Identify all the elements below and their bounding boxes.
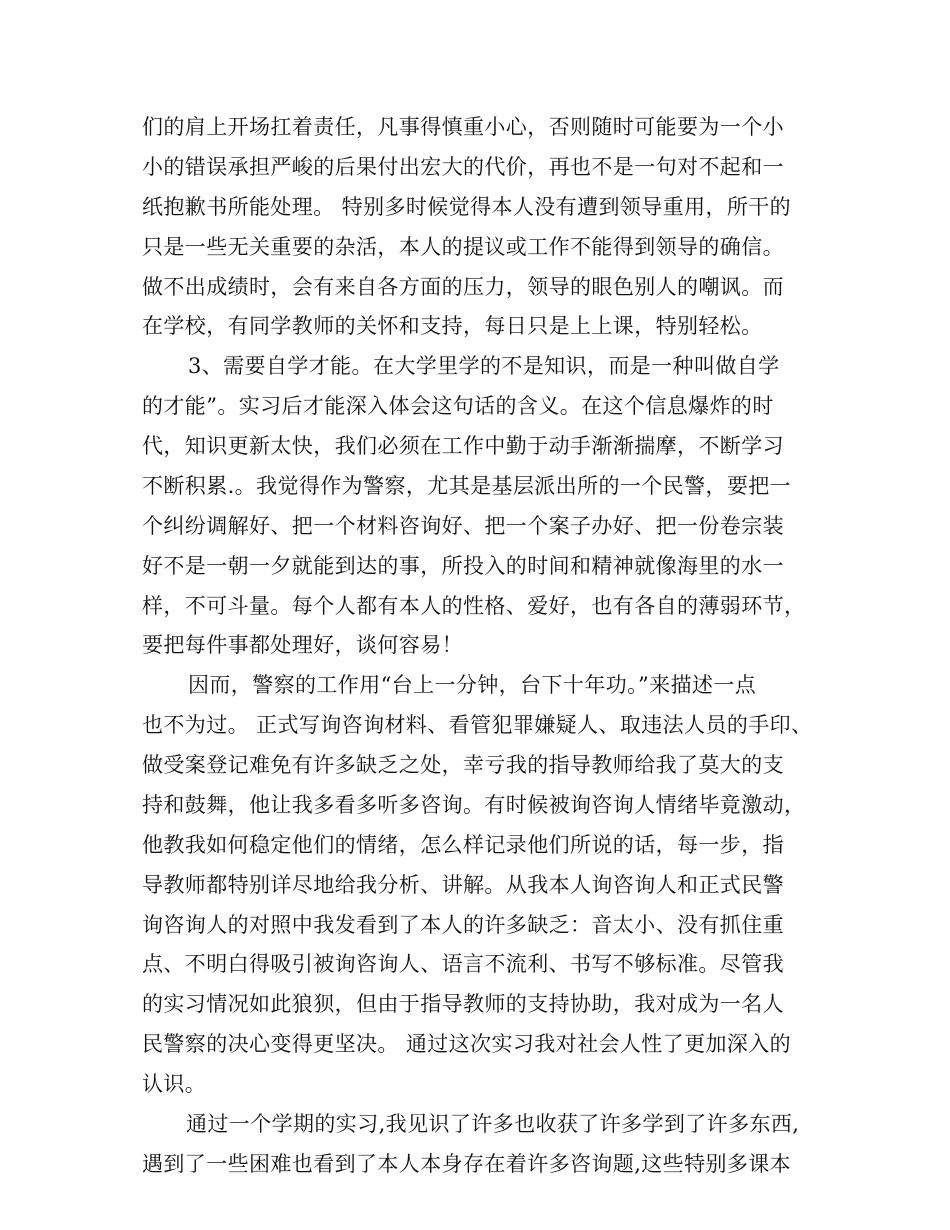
text-line: 们的肩上开场扛着责任，凡事得慎重小心，否则随时可能要为一个小 bbox=[142, 115, 784, 139]
text-line: 民警察的决心变得更坚决。 通过这次实习我对社会人性了更加深入的 bbox=[142, 1032, 792, 1056]
text-line: 遇到了一些困难也看到了本人本身存在着许多咨询题,这些特别多课本 bbox=[142, 1152, 792, 1176]
text-line: 代，知识更新太快，我们必须在工作中勤于动手渐渐揣摩，不断学习 bbox=[142, 434, 784, 458]
text-line: 纸抱歉书所能处理。 特别多时候觉得本人没有遭到领导重用，所干的 bbox=[142, 195, 792, 219]
text-line: 只是一些无关重要的杂活，本人的提议或工作不能得到领导的确信。 bbox=[142, 235, 784, 259]
text-line: 做受案登记难免有许多缺乏之处，幸亏我的指导教师给我了莫大的支 bbox=[142, 753, 784, 777]
text-line: 通过一个学期的实习,我见识了许多也收获了许多学到了许多东西, bbox=[186, 1112, 800, 1136]
text-line: 不断积累.。我觉得作为警察，尤其是基层派出所的一个民警，要把一 bbox=[142, 474, 792, 498]
text-line: 3、需要自学才能。在大学里学的不是知识，而是一种叫做自学 bbox=[188, 354, 780, 378]
text-line: 他教我如何稳定他们的情绪，怎么样记录他们所说的话，每一步，指 bbox=[142, 833, 784, 857]
text-line: 要把每件事都处理好，谈何容易！ bbox=[142, 633, 463, 657]
text-line: 持和鼓舞，他让我多看多听多咨询。有时候被询咨询人情绪毕竟激动， bbox=[142, 793, 806, 817]
text-line: 好不是一朝一夕就能到达的事，所投入的时间和精神就像海里的水一 bbox=[142, 554, 784, 578]
text-line: 询咨询人的对照中我发看到了本人的许多缺乏：音太小、没有抓住重 bbox=[142, 913, 784, 937]
text-line: 导教师都特别详尽地给我分析、讲解。从我本人询咨询人和正式民警 bbox=[142, 873, 784, 897]
text-line: 个纠纷调解好、把一个材料咨询好、把一个案子办好、把一份卷宗装 bbox=[142, 514, 784, 538]
text-line: 点、不明白得吸引被询咨询人、语言不流利、书写不够标准。尽管我 bbox=[142, 952, 784, 976]
text-line: 在学校，有同学教师的关怀和支持，每日只是上上课，特别轻松。 bbox=[142, 314, 763, 338]
text-line: 也不为过。 正式写询咨询材料、看管犯罪嫌疑人、取违法人员的手印、 bbox=[142, 713, 812, 737]
text-line: 小的错误承担严峻的后果付出宏大的代价，再也不是一句对不起和一 bbox=[142, 155, 784, 179]
text-line: 做不出成绩时，会有来自各方面的压力，领导的眼色别人的嘲讽。而 bbox=[142, 275, 784, 299]
text-line: 认识。 bbox=[142, 1072, 207, 1096]
text-line: 样，不可斗量。每个人都有本人的性格、爱好，也有各自的薄弱环节， bbox=[142, 594, 806, 618]
text-line: 的实习情况如此狼狈，但由于指导教师的支持协助，我对成为一名人 bbox=[142, 992, 784, 1016]
text-line: 的才能”。实习后才能深入体会这句话的含义。在这个信息爆炸的时 bbox=[142, 394, 774, 418]
text-line: 因而，警察的工作用“台上一分钟，台下十年功。”来描述一点 bbox=[188, 673, 757, 697]
